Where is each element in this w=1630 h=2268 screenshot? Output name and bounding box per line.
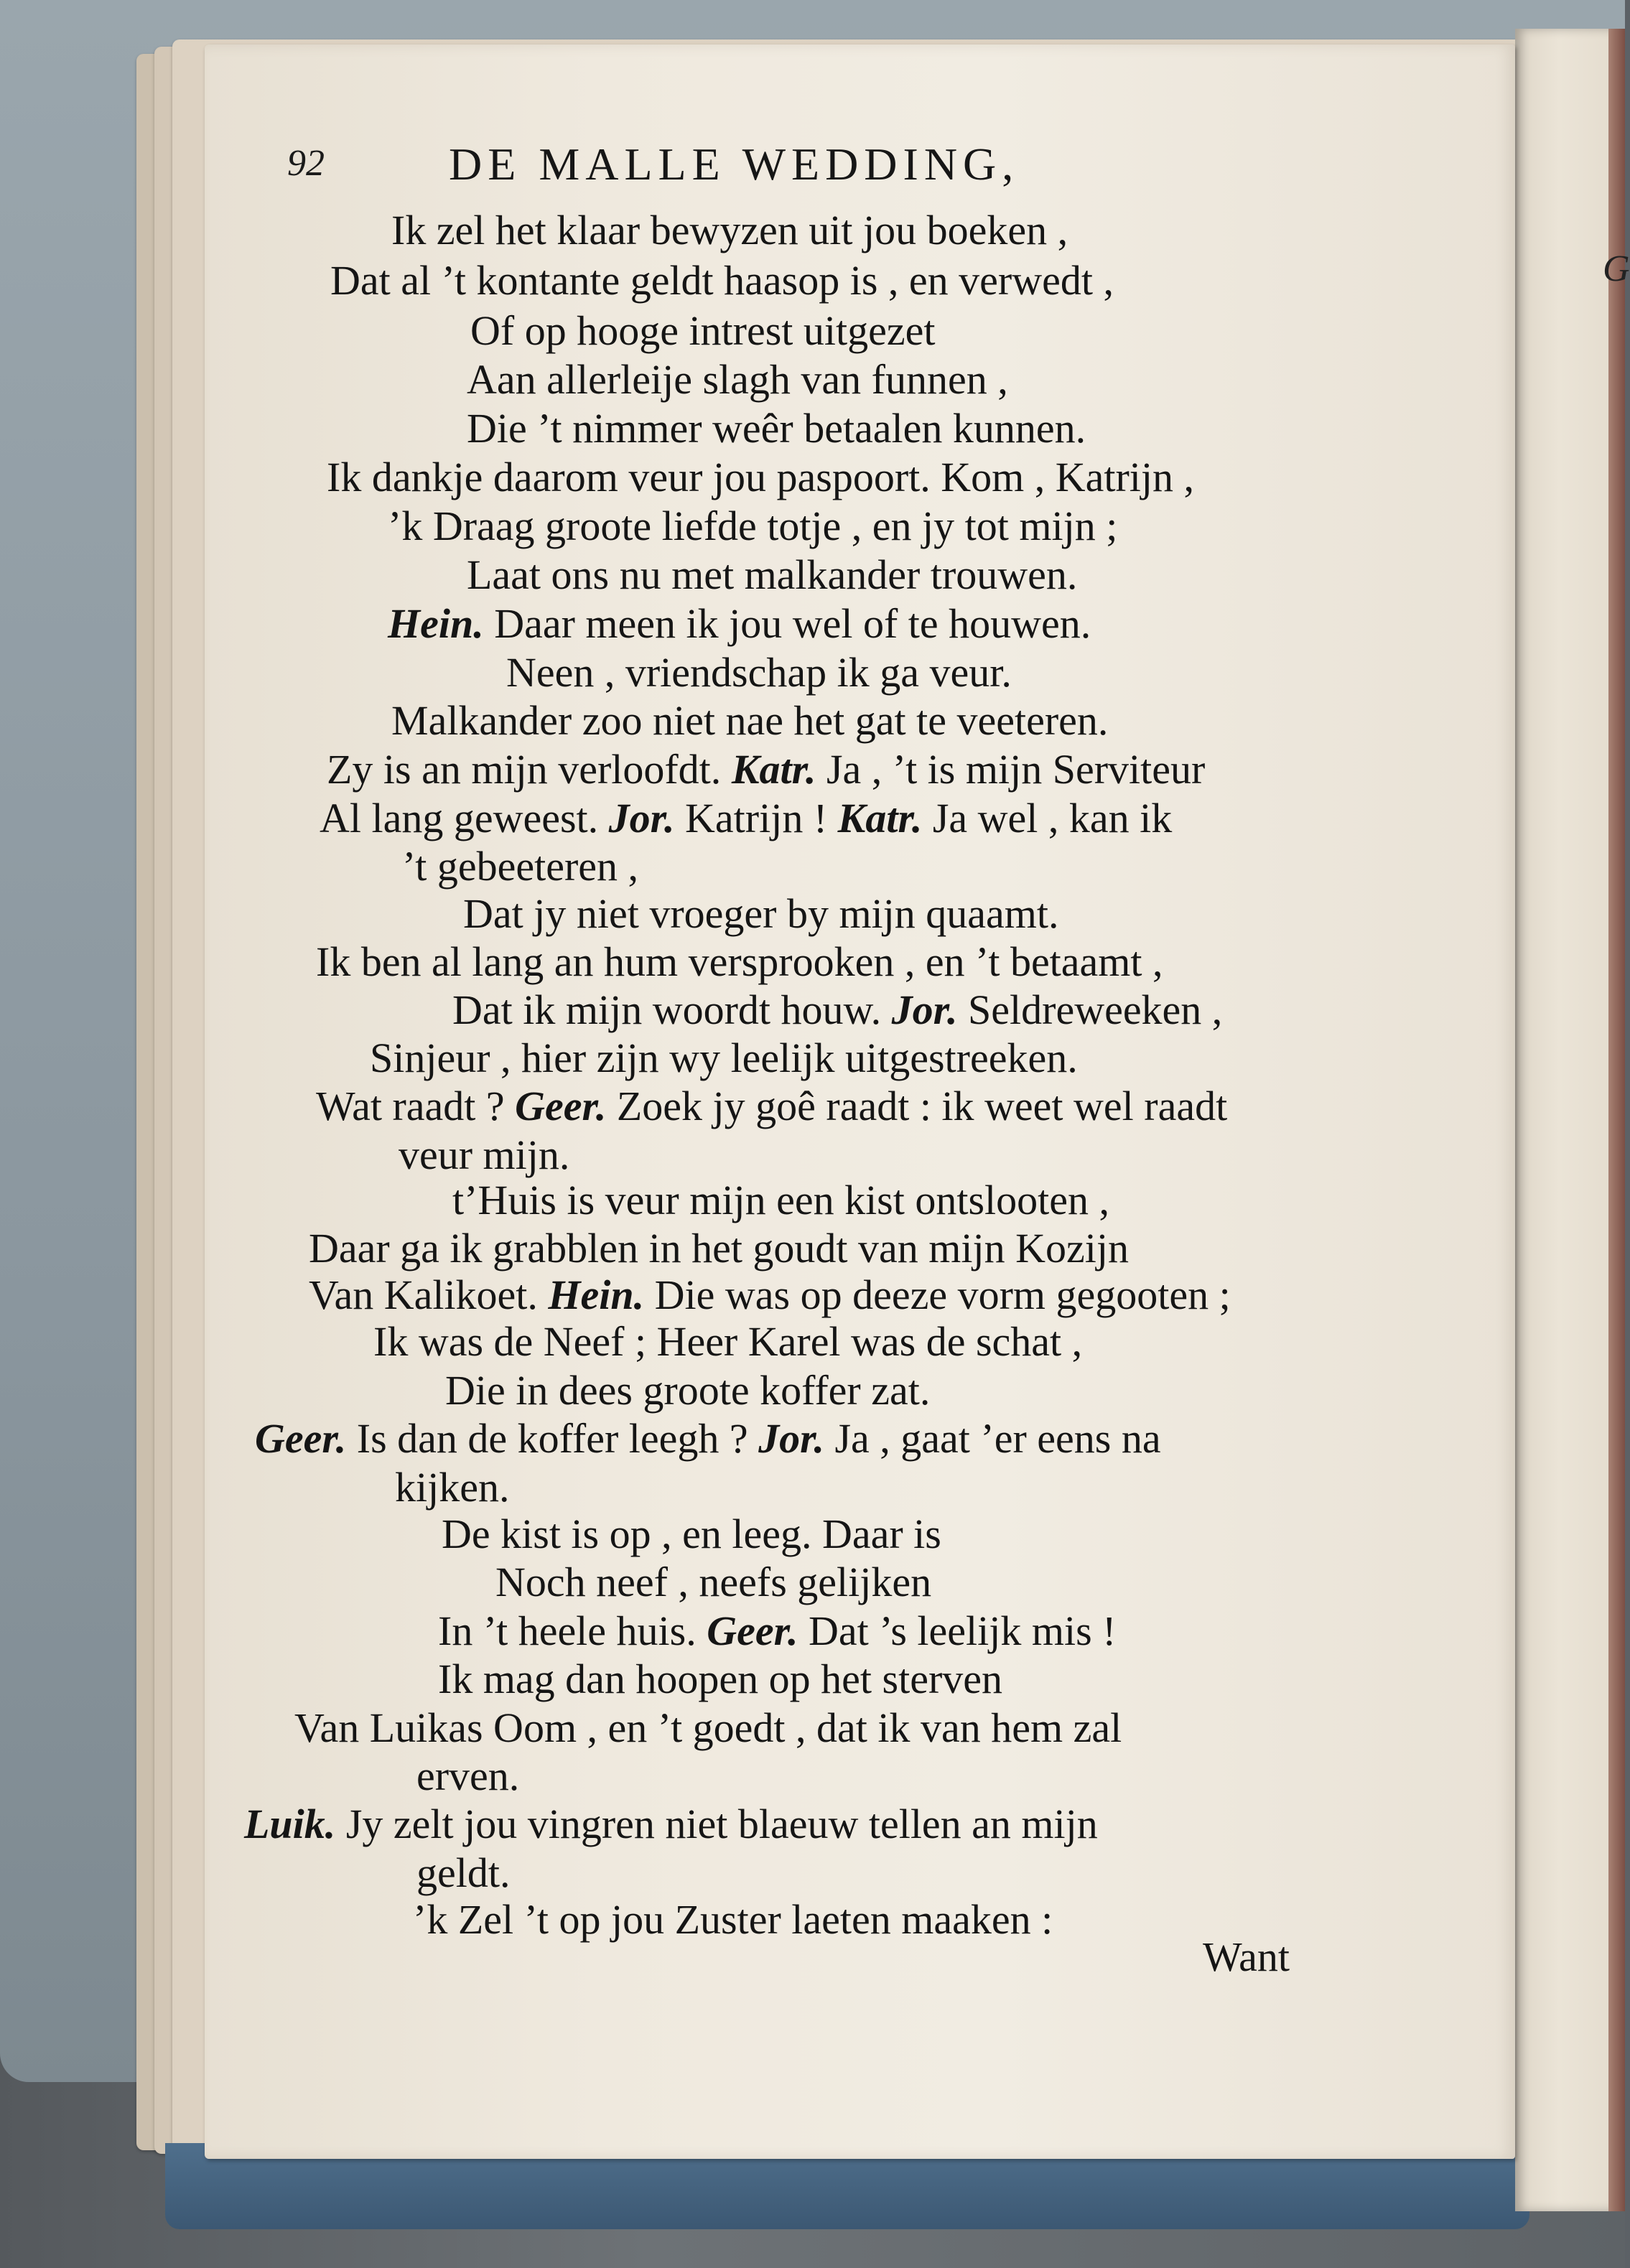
verse-line (255, 1415, 1161, 1462)
line-text: Zy is an mijn verloofdt. (327, 746, 732, 793)
line-text: Daar ga ik grabblen in het goudt van mijn Kozijn (309, 1225, 1129, 1271)
speaker-name: Hein. (388, 600, 484, 647)
line-text: ’k Zel ’t op jou Zuster laeten maaken : (413, 1896, 1053, 1943)
speaker-name: Jor. (758, 1415, 824, 1462)
line-text: Die ’t nimmer weêr betaalen kunnen. (467, 405, 1086, 452)
line-text: veur mijn. (399, 1131, 570, 1178)
running-head: DE MALLE WEDDING, (449, 139, 1020, 190)
line-text: Dat jy niet vroeger by mijn quaamt. (463, 890, 1059, 937)
line-text: ’t gebeeteren , (402, 843, 639, 890)
speaker-name: Luik. (244, 1801, 336, 1847)
line-text: Dat ik mijn woordt houw. (452, 986, 892, 1033)
line-text: Jy zelt jou vingren niet blaeuw tellen an mijn (335, 1801, 1098, 1847)
line-text: geldt. (416, 1849, 511, 1896)
speaker-name: Geer. (515, 1083, 607, 1129)
verse-line (316, 938, 1163, 985)
line-text: Wat raadt ? (316, 1083, 516, 1129)
verse-line (452, 1177, 1110, 1223)
line-text: De kist is op , en leeg. Daar is (442, 1511, 941, 1557)
speaker-name: Katr. (837, 795, 923, 841)
line-text: Ik mag dan hoopen op het sterven (438, 1656, 1003, 1702)
verse-line (391, 697, 1109, 744)
line-text: Ik zel het klaar bewyzen uit jou boeken , (391, 207, 1068, 253)
line-text: Sinjeur , hier zijn wy leelijk uitgestreeken. (370, 1035, 1078, 1081)
line-text: Die was op deeze vorm gegooten ; (644, 1271, 1231, 1318)
line-text: kijken. (395, 1464, 510, 1511)
verse-line (395, 1464, 510, 1511)
speaker-name: Jor. (891, 986, 958, 1033)
verse-line (330, 257, 1114, 304)
verse-line (467, 356, 1008, 403)
verse-line (316, 1083, 1228, 1129)
verse-line (391, 207, 1068, 253)
speaker-name: Hein. (548, 1271, 645, 1318)
verse-line (442, 1513, 941, 1555)
verse-line (388, 600, 1091, 647)
line-text: Van Luikas Oom , en ’t goedt , dat ik van hem zal (294, 1704, 1122, 1751)
verse-line (388, 505, 1117, 547)
verse-line (370, 1037, 1078, 1079)
verse-line (438, 1607, 1117, 1654)
line-text: Ik ben al lang an hum versprooken , en ’t betaamt , (316, 938, 1163, 985)
line-text: Of op hooge intrest uitgezet (470, 307, 936, 354)
line-text: Laat ons nu met malkander trouwen. (467, 551, 1078, 598)
line-text: Neen , vriendschap ik ga veur. (506, 649, 1012, 696)
verse-line (495, 1559, 932, 1605)
line-text: Katrijn ! (674, 795, 838, 841)
line-text: Noch neef , neefs gelijken (495, 1559, 932, 1605)
verse-line (452, 986, 1223, 1033)
page-number: 92 (287, 143, 325, 184)
speaker-name: Geer. (255, 1415, 347, 1462)
verse-line (416, 1755, 519, 1797)
line-text: Daar meen ik jou wel of te houwen. (483, 600, 1091, 647)
line-text: Ja , ’t is mijn Serviteur (816, 746, 1206, 793)
line-text: Zoek jy goê raadt : ik weet wel raadt (606, 1083, 1228, 1129)
line-text: Ik dankje daarom veur jou paspoort. Kom , Katrijn , (327, 454, 1195, 500)
line-text: ’k Draag groote liefde totje , en jy tot mijn ; (388, 503, 1118, 549)
line-text: Ja , gaat ’er eens na (824, 1415, 1161, 1462)
verse-line (309, 1225, 1129, 1271)
verse-line (399, 1131, 570, 1178)
verse-line (327, 746, 1206, 793)
verse-line (506, 649, 1012, 696)
line-text: Dat al ’t kontante geldt haasop is , en verwedt , (330, 257, 1114, 304)
facing-page (1515, 29, 1625, 2211)
catchword: Want (1203, 1933, 1290, 1980)
verse-line (463, 890, 1059, 937)
verse-line (294, 1704, 1122, 1751)
line-text: t’Huis is veur mijn een kist ontslooten , (452, 1177, 1110, 1223)
verse-line (373, 1318, 1083, 1365)
verse-line (402, 843, 639, 890)
verse-line (467, 405, 1086, 452)
line-text: Die in dees groote koffer zat. (445, 1367, 931, 1414)
verse-line (416, 1849, 511, 1896)
verse-line (470, 307, 936, 354)
line-text: Aan allerleije slagh van funnen , (467, 356, 1008, 403)
line-text: Al lang geweest. (320, 795, 609, 841)
verse-line (327, 454, 1195, 500)
facing-page-letter: G (1603, 248, 1630, 289)
line-text: Van Kalikoet. (309, 1271, 549, 1318)
speaker-name: Katr. (731, 746, 816, 793)
verse-line (320, 795, 1173, 841)
book-cover-edge (1608, 29, 1625, 2211)
line-text: Ik was de Neef ; Heer Karel was de schat , (373, 1318, 1083, 1365)
verse-line (467, 551, 1078, 598)
line-text: Ja wel , kan ik (922, 795, 1173, 841)
verse-line (244, 1803, 1098, 1845)
verse-line (445, 1367, 931, 1414)
line-text: In ’t heele huis. (438, 1607, 707, 1654)
verse-line (413, 1896, 1053, 1943)
line-text: Malkander zoo niet nae het gat te veeteren. (391, 697, 1109, 744)
verse-line (309, 1271, 1231, 1318)
verse-line (438, 1658, 1002, 1700)
speaker-name: Jor. (608, 795, 675, 841)
line-text: Seldreweeken , (957, 986, 1223, 1033)
line-text: Is dan de koffer leegh ? (346, 1415, 759, 1462)
line-text: erven. (416, 1753, 520, 1799)
line-text: Dat ’s leelijk mis ! (798, 1607, 1117, 1654)
speaker-name: Geer. (707, 1607, 798, 1654)
